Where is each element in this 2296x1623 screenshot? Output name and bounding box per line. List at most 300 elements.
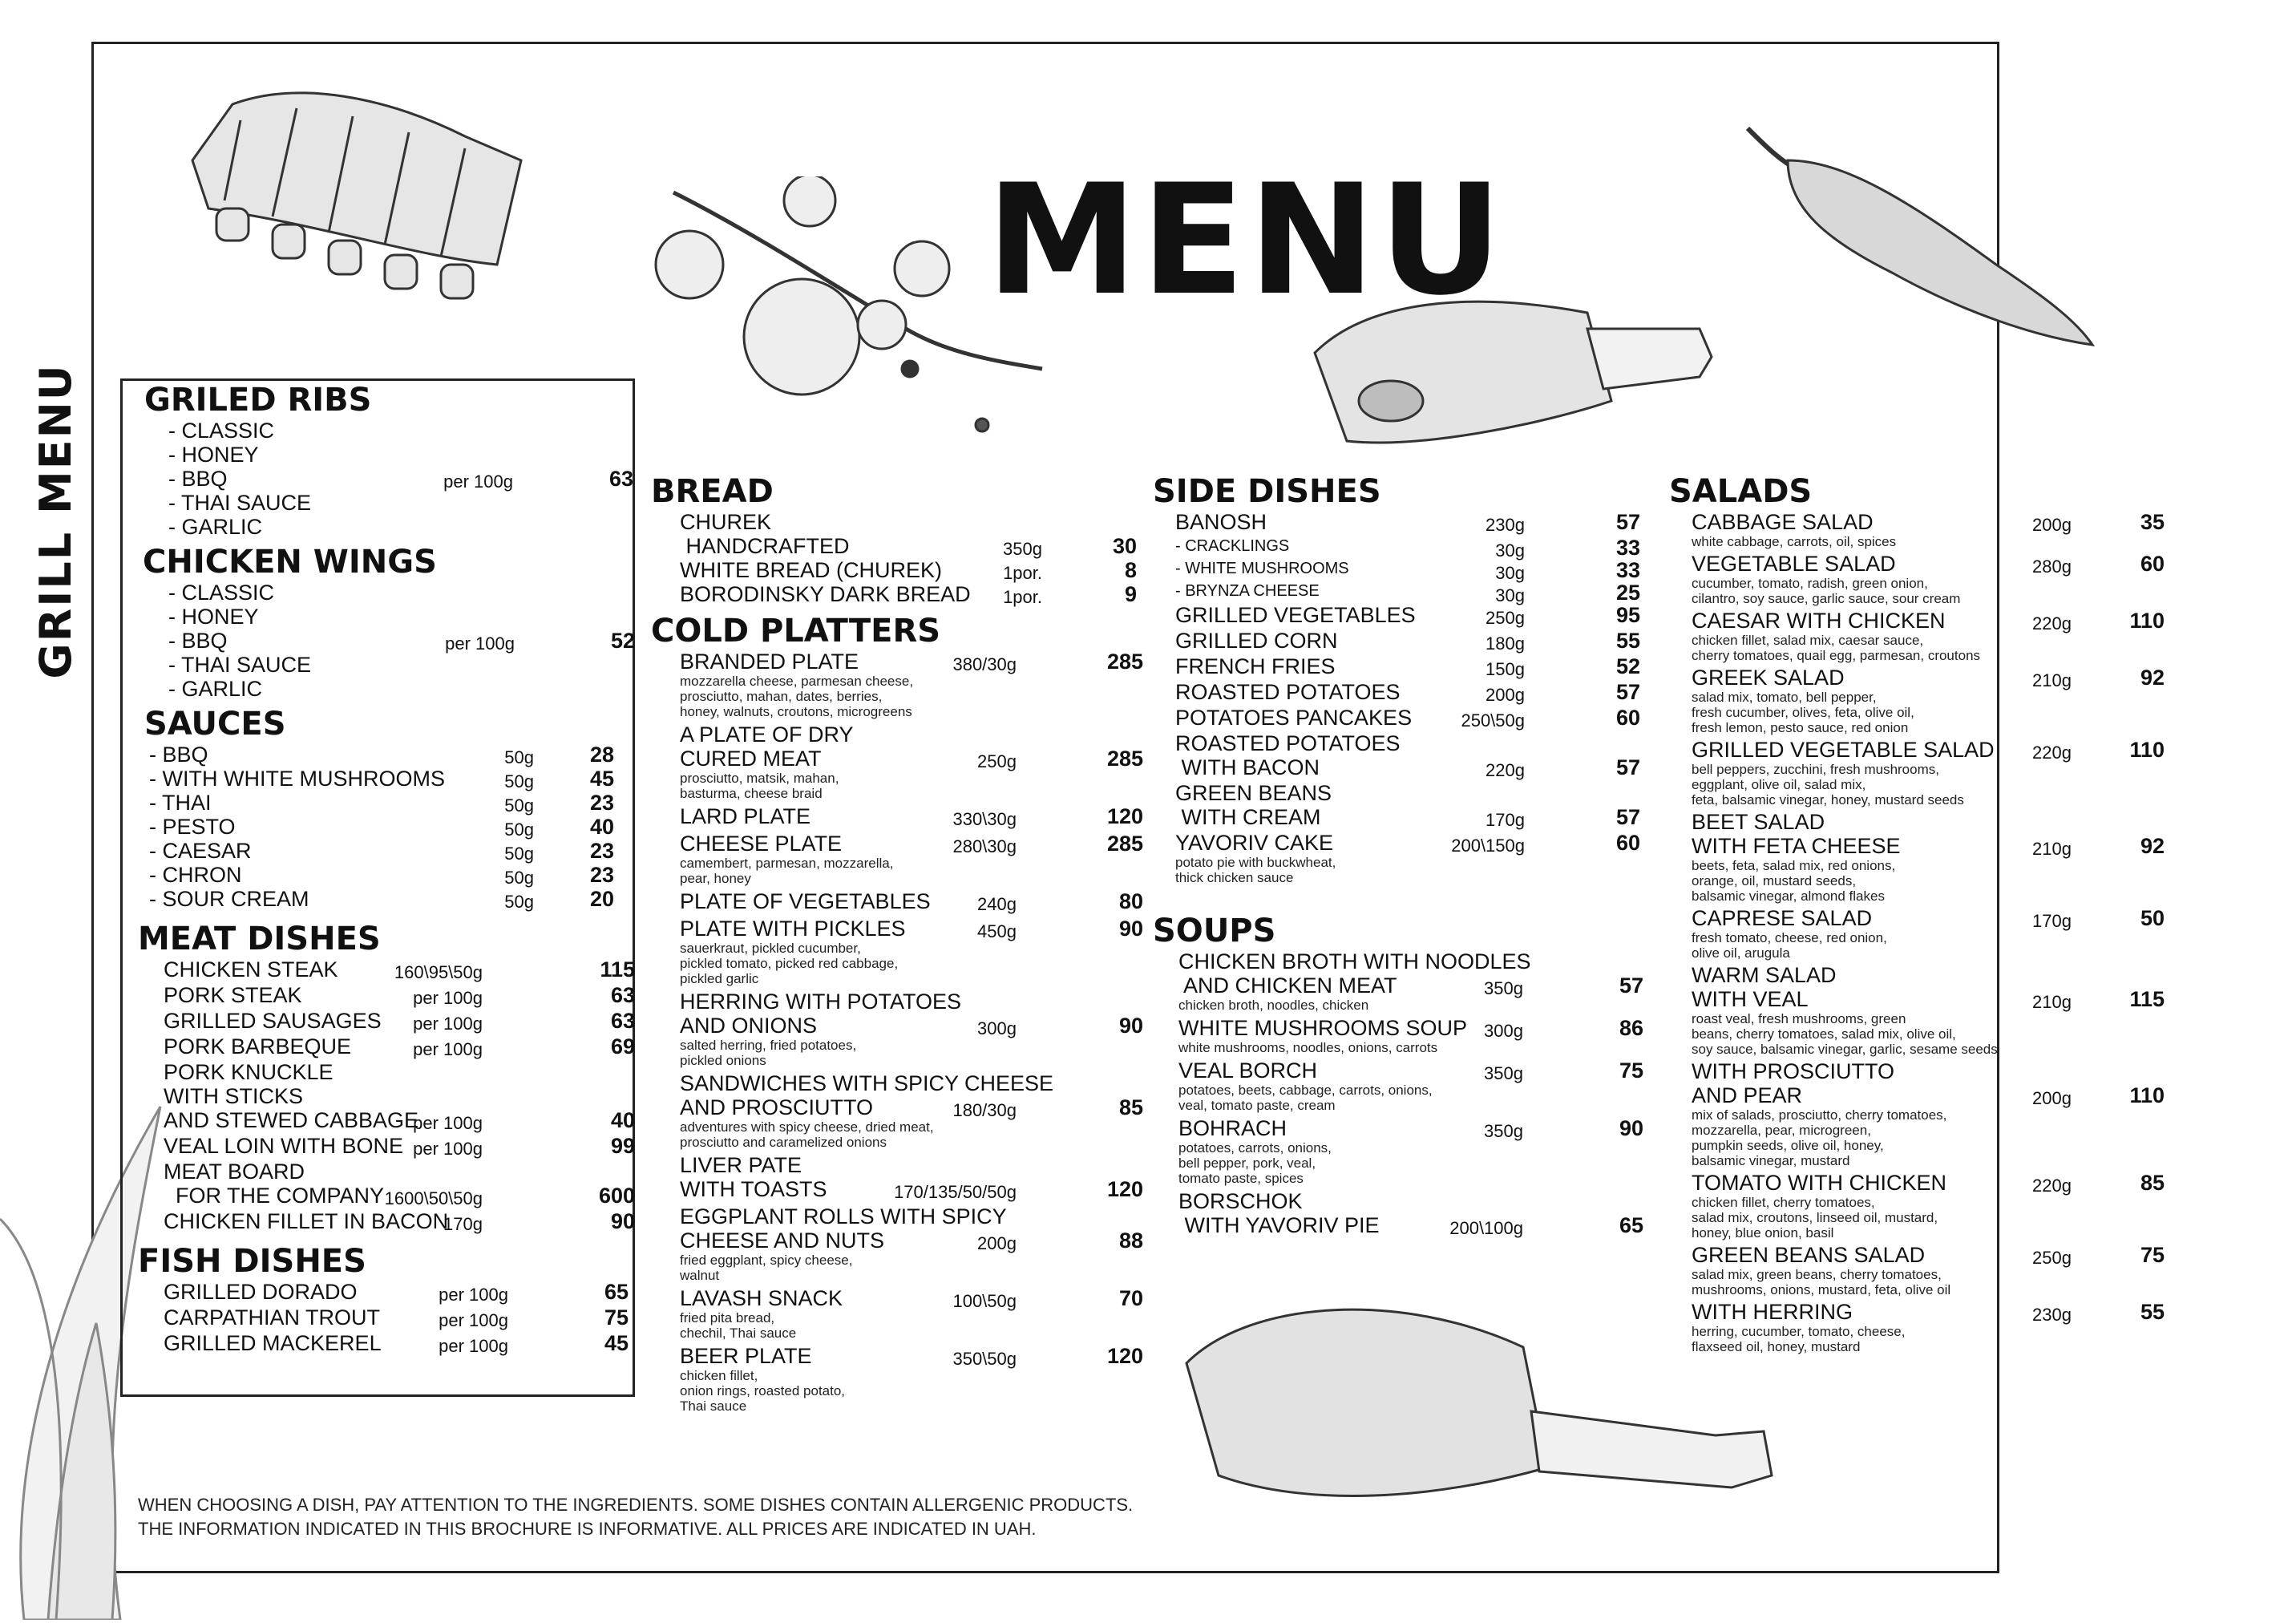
item-price: 20 <box>589 887 614 911</box>
item-description: beets, feta, salad mix, red onions, orange, oil, mustard seeds, balsamic vinegar, almond flakes <box>1692 858 1896 904</box>
menu-item <box>144 767 614 791</box>
menu-item <box>1669 666 2165 735</box>
item-weight: 250g <box>977 751 1017 771</box>
item-name: BORODINSKY DARK BREAD <box>680 582 971 606</box>
item-weight: 220g <box>2032 1176 2072 1196</box>
item-description: chicken broth, noodles, chicken <box>1178 998 1369 1013</box>
item-weight: 220g <box>2032 613 2072 633</box>
section-title: COLD PLATTERS <box>651 613 941 650</box>
item-price: 90 <box>1118 1014 1143 1038</box>
item-weight: 350g <box>1003 539 1042 559</box>
section-salads <box>1669 473 2165 1354</box>
section-title: BREAD <box>651 473 774 510</box>
item-weight: per 100g <box>439 1336 508 1356</box>
menu-item <box>138 1331 629 1355</box>
item-price: 63 <box>608 467 633 491</box>
item-weight: 280\30g <box>952 836 1017 856</box>
item-price: 285 <box>1106 832 1143 856</box>
item-weight: 30g <box>1495 585 1525 605</box>
item-weight: per 100g <box>439 1310 508 1330</box>
item-weight: 200g <box>1486 685 1525 705</box>
item-description: chicken fillet, salad mix, caesar sauce, cherry tomatoes, quail egg, parmesan, croutons <box>1692 633 1981 663</box>
item-name: CHICKEN FILLET IN BACON <box>164 1209 449 1233</box>
menu-item <box>1153 510 1640 534</box>
chili-pepper-illustration <box>1732 112 2108 353</box>
item-price: 55 <box>1615 629 1640 653</box>
item-name: YAVORIV CAKE <box>1175 831 1334 855</box>
menu-item <box>138 1009 635 1033</box>
item-name: - HONEY <box>168 605 259 629</box>
menu-item <box>1153 654 1640 678</box>
item-weight: per 100g <box>445 633 515 654</box>
menu-item <box>651 1153 1143 1201</box>
menu-item <box>1669 1300 2165 1354</box>
item-name: - PESTO <box>149 815 236 839</box>
prices-notice-line: THE INFORMATION INDICATED IN THIS BROCHURE IS INFORMATIVE. ALL PRICES ARE INDICATED IN UAH. <box>138 1519 1037 1539</box>
menu-item <box>1669 906 2165 961</box>
item-description: mix of salads, prosciutto, cherry tomatoes, mozzarella, pear, microgreen, pumpkin seeds, olive oil, honey, balsamic vinegar, mustard <box>1692 1107 1947 1168</box>
item-price: 9 <box>1124 582 1137 606</box>
item-weight: per 100g <box>413 1014 483 1034</box>
item-name: LAVASH SNACK <box>680 1286 843 1310</box>
item-name: ROASTED POTATOES <box>1175 680 1401 704</box>
item-price: 115 <box>600 957 635 981</box>
item-price: 33 <box>1615 536 1640 560</box>
menu-item <box>144 491 633 515</box>
item-weight: 210g <box>2032 670 2072 690</box>
item-weight: 210g <box>2032 992 2072 1012</box>
item-weight: 1por. <box>1003 563 1042 583</box>
item-name: GRILLED VEGETABLE SALAD <box>1692 738 1995 762</box>
item-name: WHITE MUSHROOMS SOUP <box>1178 1016 1468 1040</box>
item-name: - GARLIC <box>168 515 263 539</box>
item-weight: 180g <box>1486 633 1525 654</box>
item-price: 75 <box>604 1305 629 1330</box>
menu-item <box>651 558 1137 582</box>
item-name: GREEN BEANS WITH CREAM <box>1175 781 1332 829</box>
item-price: 65 <box>604 1280 629 1304</box>
menu-item <box>651 582 1137 606</box>
section-meat-dishes <box>138 921 635 1234</box>
menu-item <box>1153 781 1640 829</box>
item-price: 65 <box>1619 1213 1643 1237</box>
item-name: CAESAR WITH CHICKEN <box>1692 609 1946 633</box>
item-name: GREEN BEANS SALAD <box>1692 1243 1926 1267</box>
item-price: 120 <box>1106 1344 1143 1368</box>
item-name: MEAT BOARD FOR THE COMPANY <box>164 1160 385 1208</box>
menu-item <box>1153 558 1640 583</box>
item-price: 30 <box>1112 534 1137 558</box>
menu-item <box>651 510 1137 558</box>
item-name: - CLASSIC <box>168 581 275 605</box>
menu-item <box>143 605 635 629</box>
item-price: 120 <box>1106 804 1143 828</box>
item-name: CHEESE PLATE <box>680 832 843 856</box>
item-name: BRANDED PLATE <box>680 650 859 674</box>
item-price: 85 <box>1118 1095 1143 1119</box>
item-price: 75 <box>1619 1058 1643 1083</box>
ribs-illustration <box>176 72 537 353</box>
item-price: 285 <box>1106 747 1143 771</box>
item-price: 285 <box>1106 650 1143 674</box>
item-weight: 300g <box>1484 1021 1523 1041</box>
item-price: 23 <box>589 839 614 863</box>
item-price: 60 <box>2140 552 2165 576</box>
section-title: SAUCES <box>144 706 286 743</box>
item-name: VEAL BORCH <box>1178 1058 1318 1083</box>
menu-item <box>144 743 614 767</box>
item-name: GRILLED SAUSAGES <box>164 1009 382 1033</box>
menu-item <box>1669 963 2165 1057</box>
grill-menu-vertical-title: GRILL MENU <box>30 363 81 679</box>
item-price: 95 <box>1615 603 1640 627</box>
item-weight: 1por. <box>1003 587 1042 607</box>
item-weight: 1600\50\50g <box>384 1188 483 1208</box>
section-cold-platters <box>651 613 1143 1414</box>
item-name: LARD PLATE <box>680 804 811 828</box>
section-soups <box>1153 913 1643 1238</box>
item-weight: per 100g <box>413 988 483 1008</box>
item-name: VEAL LOIN WITH BONE <box>164 1134 404 1158</box>
item-description: roast veal, fresh mushrooms, green beans, cherry tomatoes, salad mix, olive oil, soy sauce, balsamic vinegar, garlic, sesame seeds <box>1692 1011 1998 1057</box>
menu-item <box>1669 1171 2165 1241</box>
item-name: PORK BARBEQUE <box>164 1034 352 1058</box>
item-weight: per 100g <box>413 1113 483 1133</box>
menu-item <box>138 1209 635 1233</box>
allergen-notice-line: WHEN CHOOSING A DISH, PAY ATTENTION TO THE INGREDIENTS. SOME DISHES CONTAIN ALLERGENIC PRODUCTS. <box>138 1495 1134 1515</box>
item-name: CAPRESE SALAD <box>1692 906 1873 930</box>
section-bread <box>651 473 1137 607</box>
item-price: 60 <box>1615 831 1640 855</box>
item-weight: 230g <box>1486 515 1525 535</box>
item-price: 33 <box>1615 558 1640 582</box>
item-description: cucumber, tomato, radish, green onion, cilantro, soy sauce, garlic sauce, sour cream <box>1692 576 1961 606</box>
item-name: - BBQ <box>168 629 228 653</box>
item-weight: per 100g <box>413 1139 483 1159</box>
menu-item <box>143 581 635 605</box>
item-name: GRILLED MACKEREL <box>164 1331 382 1355</box>
item-weight: 380/30g <box>952 654 1017 674</box>
item-name: WITH PROSCIUTTO AND PEAR <box>1692 1059 1894 1107</box>
item-weight: 170g <box>2032 911 2072 931</box>
menu-item <box>144 863 614 887</box>
item-description: fresh tomato, cheese, red onion, olive oil, arugula <box>1692 930 1887 961</box>
menu-item <box>651 1071 1143 1150</box>
item-description: potatoes, carrots, onions, bell pepper, pork, veal, tomato paste, spices <box>1178 1140 1332 1186</box>
item-description: herring, cucumber, tomato, cheese, flaxseed oil, honey, mustard <box>1692 1324 1906 1354</box>
item-description: salad mix, green beans, cherry tomatoes, mushrooms, onions, mustard, feta, olive oil <box>1692 1267 1951 1297</box>
item-price: 99 <box>610 1134 635 1158</box>
item-price: 57 <box>1615 510 1640 534</box>
item-weight: 300g <box>977 1018 1017 1038</box>
menu-item <box>651 1286 1143 1341</box>
item-name: CABBAGE SALAD <box>1692 510 1874 534</box>
item-name: - THAI SAUCE <box>168 653 312 677</box>
item-name: - GARLIC <box>168 677 263 701</box>
item-price: 45 <box>589 767 614 791</box>
item-weight: 50g <box>504 892 534 912</box>
section-sauces <box>144 706 619 911</box>
item-price: 57 <box>1619 973 1643 998</box>
menu-item <box>144 419 633 443</box>
item-description: camembert, parmesan, mozzarella, pear, honey <box>680 856 894 886</box>
menu-item <box>138 1060 635 1132</box>
item-description: sauerkraut, pickled cucumber, pickled tomato, picked red cabbage, pickled garlic <box>680 941 899 986</box>
item-name: GREEK SALAD <box>1692 666 1845 690</box>
menu-item <box>651 722 1143 801</box>
section-title: FISH DISHES <box>138 1243 366 1280</box>
menu-item <box>1669 810 2165 904</box>
section-title: MEAT DISHES <box>138 921 381 957</box>
item-description: chicken fillet, onion rings, roasted potato, Thai sauce <box>680 1368 846 1414</box>
item-weight: 30g <box>1495 563 1525 583</box>
menu-item <box>144 515 633 539</box>
menu-title: MENU <box>986 152 1506 329</box>
menu-item <box>1669 609 2165 663</box>
menu-item <box>1153 1016 1643 1055</box>
menu-item <box>651 917 1143 986</box>
item-name: HERRING WITH POTATOES AND ONIONS <box>680 990 962 1038</box>
item-weight: 240g <box>977 894 1017 914</box>
menu-item <box>144 443 633 467</box>
item-name: - CHRON <box>149 863 242 887</box>
item-name: POTATOES PANCAKES <box>1175 706 1413 730</box>
item-weight: 170g <box>443 1214 483 1234</box>
item-price: 28 <box>589 743 614 767</box>
item-price: 57 <box>1615 680 1640 704</box>
item-price: 52 <box>1615 654 1640 678</box>
item-price: 45 <box>604 1331 629 1355</box>
item-name: WITH HERRING <box>1692 1300 1853 1324</box>
item-weight: 100\50g <box>952 1291 1017 1311</box>
section-title: SIDE DISHES <box>1153 473 1381 510</box>
item-price: 60 <box>1615 706 1640 730</box>
item-name: WHITE BREAD (CHUREK) <box>680 558 943 582</box>
item-price: 600 <box>598 1184 635 1208</box>
item-weight: 200\100g <box>1449 1218 1523 1238</box>
menu-item <box>144 467 633 491</box>
item-description: salad mix, tomato, bell pepper, fresh cucumber, olives, feta, olive oil, fresh lemon, pesto sauce, red onion <box>1692 690 1914 735</box>
item-weight: 210g <box>2032 839 2072 859</box>
item-price: 120 <box>1106 1177 1143 1201</box>
menu-item <box>651 650 1143 719</box>
item-description: potato pie with buckwheat, thick chicken sauce <box>1175 855 1336 885</box>
item-weight: 50g <box>504 795 534 816</box>
menu-item <box>651 804 1143 828</box>
menu-item <box>1669 552 2165 606</box>
section-title: SALADS <box>1669 473 1813 510</box>
column-salads <box>1669 473 2165 1357</box>
menu-item <box>1153 581 1640 605</box>
item-name: CARPATHIAN TROUT <box>164 1305 381 1330</box>
item-weight: 50g <box>504 844 534 864</box>
section-title: CHICKEN WINGS <box>143 544 437 581</box>
item-name: - WITH WHITE MUSHROOMS <box>149 767 445 791</box>
menu-item <box>138 1305 629 1330</box>
item-price: 86 <box>1619 1016 1643 1040</box>
item-weight: 160\95\50g <box>394 962 483 982</box>
item-price: 110 <box>2129 1083 2165 1107</box>
item-name: TOMATO WITH CHICKEN <box>1692 1171 1947 1195</box>
item-weight: 200g <box>977 1233 1017 1253</box>
item-price: 25 <box>1615 581 1640 605</box>
item-weight: per 100g <box>439 1285 508 1305</box>
item-name: GRILLED DORADO <box>164 1280 358 1304</box>
item-name: - BBQ <box>168 467 228 491</box>
column-grill <box>138 382 635 1357</box>
item-price: 90 <box>1118 917 1143 941</box>
menu-item <box>1153 1058 1643 1113</box>
item-weight: 150g <box>1486 659 1525 679</box>
item-price: 110 <box>2129 738 2165 762</box>
item-weight: per 100g <box>443 472 513 492</box>
menu-item <box>1153 536 1640 561</box>
item-price: 40 <box>589 815 614 839</box>
item-description: white cabbage, carrots, oil, spices <box>1692 534 1897 549</box>
item-description: salted herring, fried potatoes, pickled onions <box>680 1038 857 1068</box>
item-price: 75 <box>2140 1243 2165 1267</box>
item-name: CHICKEN BROTH WITH NOODLES AND CHICKEN MEAT <box>1178 949 1531 998</box>
item-name: EGGPLANT ROLLS WITH SPICY CHEESE AND NUTS <box>680 1204 1007 1253</box>
menu-item <box>138 1160 635 1208</box>
item-price: 90 <box>610 1209 635 1233</box>
item-name: BEER PLATE <box>680 1344 812 1368</box>
item-name: - CRACKLINGS <box>1175 537 1290 555</box>
item-description: mozzarella cheese, parmesan cheese, prosciutto, mahan, dates, berries, honey, walnuts, croutons, microgreens <box>680 674 914 719</box>
menu-item <box>651 990 1143 1068</box>
column-bread-cold-platters <box>651 473 1143 1417</box>
item-description: adventures with spicy cheese, dried meat, prosciutto and caramelized onions <box>680 1119 934 1150</box>
item-price: 63 <box>610 983 635 1007</box>
item-name: CHUREK HANDCRAFTED <box>680 510 850 558</box>
item-weight: 30g <box>1495 540 1525 561</box>
item-weight: 50g <box>504 868 534 888</box>
item-name: - CLASSIC <box>168 419 275 443</box>
item-weight: 250\50g <box>1461 710 1525 731</box>
item-name: LIVER PATE WITH TOASTS <box>680 1153 827 1201</box>
item-weight: 220g <box>2032 743 2072 763</box>
item-price: 110 <box>2129 609 2165 633</box>
menu-item <box>1669 738 2165 807</box>
menu-item <box>1153 706 1640 730</box>
item-price: 8 <box>1124 558 1137 582</box>
menu-item <box>651 1204 1143 1283</box>
menu-item <box>651 1344 1143 1414</box>
item-price: 23 <box>589 863 614 887</box>
item-name: - WHITE MUSHROOMS <box>1175 560 1349 577</box>
item-weight: 250g <box>1486 608 1525 628</box>
item-weight: 200\150g <box>1451 836 1525 856</box>
menu-item <box>1153 831 1640 885</box>
menu-item <box>1153 629 1640 653</box>
item-name: GRILLED VEGETABLES <box>1175 603 1416 627</box>
menu-item <box>138 983 635 1007</box>
item-weight: 280g <box>2032 557 2072 577</box>
item-name: - SOUR CREAM <box>149 887 309 911</box>
item-name: - THAI SAUCE <box>168 491 312 515</box>
menu-item <box>144 791 614 815</box>
menu-item <box>144 815 614 839</box>
item-name: ROASTED POTATOES WITH BACON <box>1175 731 1401 779</box>
item-description: white mushrooms, noodles, onions, carrots <box>1178 1040 1438 1055</box>
item-name: CHICKEN STEAK <box>164 957 338 981</box>
item-weight: 250g <box>2032 1248 2072 1268</box>
item-name: BORSCHOK WITH YAVORIV PIE <box>1178 1189 1380 1237</box>
section-title: GRILED RIBS <box>144 382 372 419</box>
item-name: GRILLED CORN <box>1175 629 1338 653</box>
menu-item <box>1153 949 1643 1013</box>
section-chicken-wings <box>143 544 635 701</box>
item-price: 57 <box>1615 755 1640 779</box>
menu-item <box>144 839 614 863</box>
menu-item <box>651 832 1143 886</box>
column-side-dishes-soups <box>1153 473 1643 1241</box>
item-weight: per 100g <box>413 1039 483 1059</box>
item-price: 63 <box>610 1009 635 1033</box>
menu-item <box>1153 1116 1643 1186</box>
item-price: 70 <box>1118 1286 1143 1310</box>
item-weight: 220g <box>1486 760 1525 780</box>
item-weight: 200g <box>2032 515 2072 535</box>
item-weight: 450g <box>977 921 1017 941</box>
item-weight: 350g <box>1484 1063 1523 1083</box>
item-name: - THAI <box>149 791 212 815</box>
item-name: BEET SALAD WITH FETA CHEESE <box>1692 810 1901 858</box>
item-name: PLATE WITH PICKLES <box>680 917 906 941</box>
menu-item <box>143 653 635 677</box>
item-price: 92 <box>2140 834 2165 858</box>
item-weight: 230g <box>2032 1305 2072 1325</box>
item-price: 55 <box>2140 1300 2165 1324</box>
item-price: 88 <box>1118 1228 1143 1253</box>
item-weight: 350g <box>1484 978 1523 998</box>
item-price: 50 <box>2140 906 2165 930</box>
item-name: - BBQ <box>149 743 208 767</box>
item-name: FRENCH FRIES <box>1175 654 1336 678</box>
item-weight: 50g <box>504 771 534 791</box>
item-price: 80 <box>1118 889 1143 913</box>
item-weight: 50g <box>504 820 534 840</box>
item-price: 52 <box>610 629 635 653</box>
menu-item <box>143 677 635 701</box>
section-side-dishes <box>1153 473 1640 885</box>
menu-item <box>651 889 1143 913</box>
menu-item <box>1669 1059 2165 1168</box>
menu-item <box>1153 603 1640 627</box>
item-description: potatoes, beets, cabbage, carrots, onions, veal, tomato paste, cream <box>1178 1083 1433 1113</box>
item-name: BANOSH <box>1175 510 1267 534</box>
menu-item <box>1153 731 1640 779</box>
item-weight: 200g <box>2032 1088 2072 1108</box>
item-description: fried pita bread, chechil, Thai sauce <box>680 1310 797 1341</box>
menu-item <box>144 887 614 911</box>
menu-item <box>143 629 635 653</box>
section-title: SOUPS <box>1153 913 1276 949</box>
item-description: fried eggplant, spicy cheese, walnut <box>680 1253 853 1283</box>
menu-item <box>138 957 635 981</box>
item-name: SANDWICHES WITH SPICY CHEESE AND PROSCIUTTO <box>680 1071 1054 1119</box>
menu-item <box>138 1280 629 1304</box>
item-weight: 170/135/50/50g <box>894 1182 1017 1202</box>
item-weight: 330\30g <box>952 809 1017 829</box>
item-price: 23 <box>589 791 614 815</box>
item-price: 57 <box>1615 805 1640 829</box>
menu-item <box>1153 1189 1643 1237</box>
item-price: 90 <box>1619 1116 1643 1140</box>
item-price: 85 <box>2140 1171 2165 1195</box>
item-name: - HONEY <box>168 443 259 467</box>
item-weight: 350\50g <box>952 1349 1017 1369</box>
